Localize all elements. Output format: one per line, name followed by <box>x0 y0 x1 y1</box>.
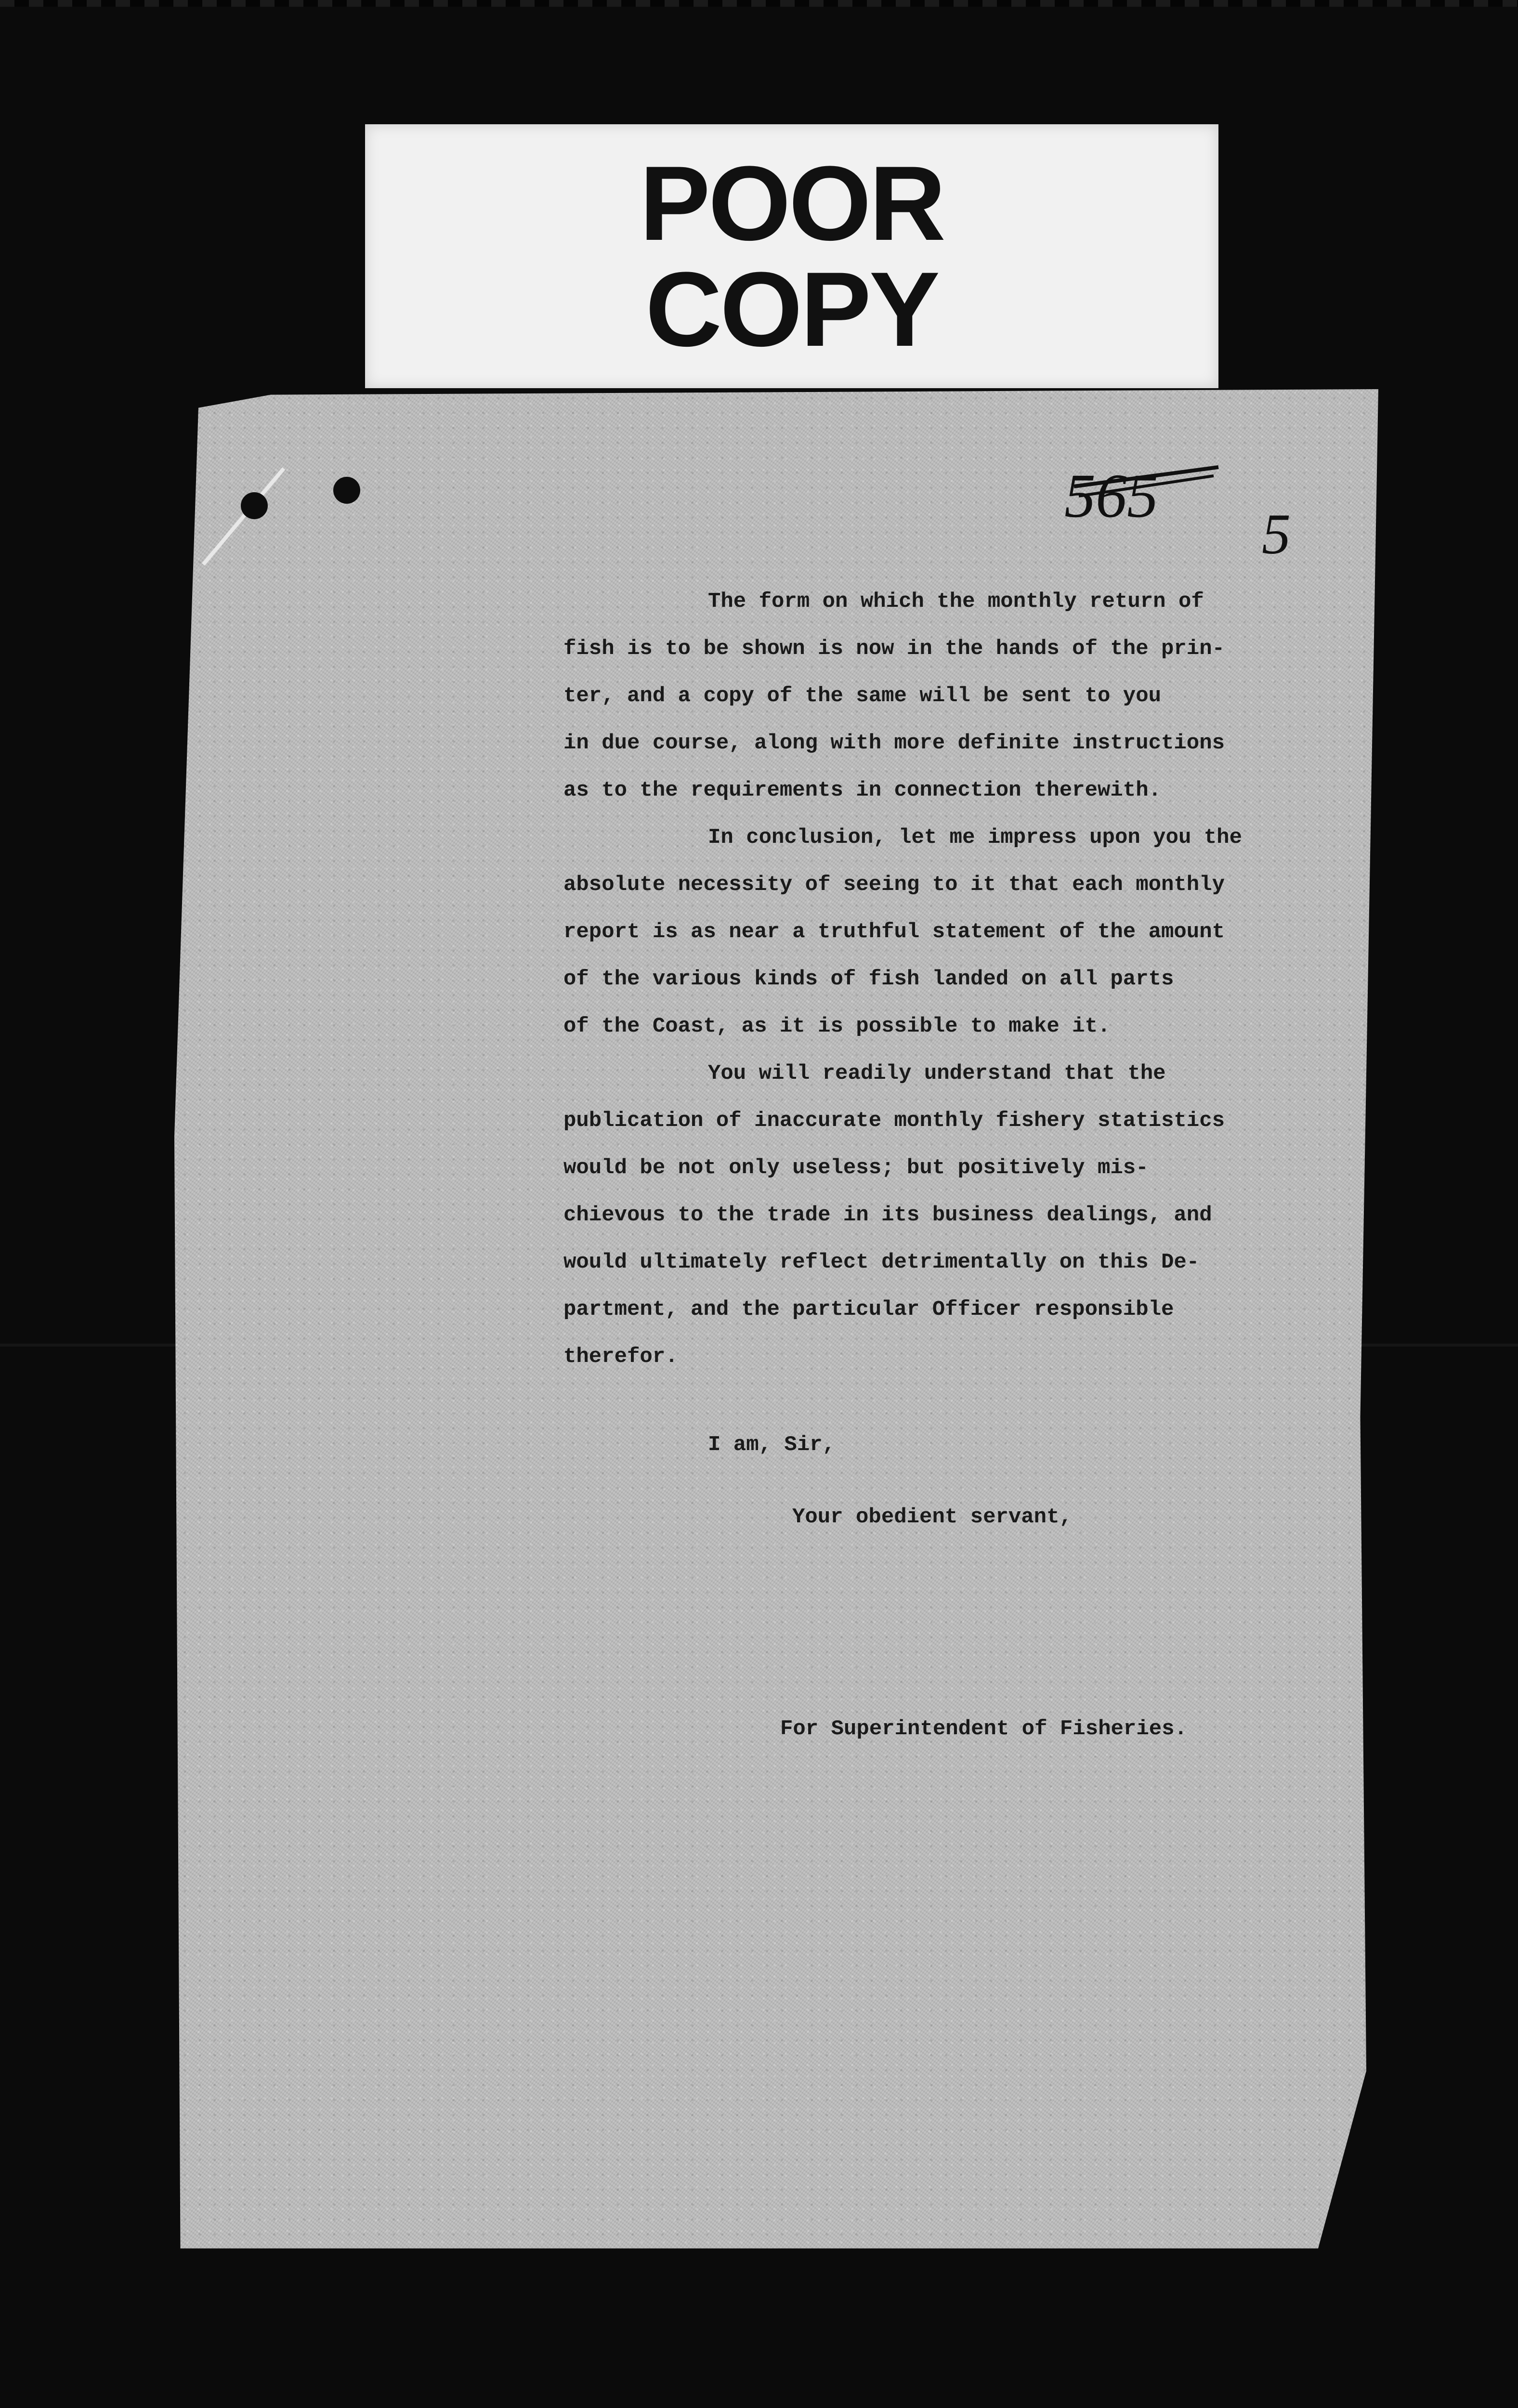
poor-copy-banner <box>365 124 1218 388</box>
film-edge-top <box>0 0 1518 7</box>
banner-line-2: COPY <box>645 250 938 368</box>
page-number-struck: 565 <box>1064 461 1158 531</box>
paragraph-1: The form on which the monthly return of fish is to be shown is now in the hands of the prin- ter, and a copy of the same will be sent to you in due course, along with more definite instructions as to the requirements in connection therewith. <box>563 589 1225 802</box>
signature-line: For Superintendent of Fisheries. <box>780 1717 1187 1741</box>
closing: Your obedient servant, <box>792 1505 1072 1529</box>
letter-body <box>563 578 1315 1380</box>
paragraph-3: You will readily understand that the publication of inaccurate monthly fishery statistics would be not only useless; but positively mis- chievous to the trade in its business dealings, and would ultimately reflect detrimentally on this De- partment, and the particular Officer responsible therefor. <box>563 1061 1225 1369</box>
strike-through-mark <box>1069 453 1223 506</box>
folded-corner <box>202 467 285 565</box>
page-number: 5 <box>1262 502 1291 566</box>
punch-hole-left <box>241 492 268 519</box>
paragraph-2: In conclusion, let me impress upon you the absolute necessity of seeing to it that each monthly report is as near a truthful statement of the amount of the various kinds of fish landed on all parts of the Coast, as it is possible to make it. <box>563 825 1242 1038</box>
punch-hole-right <box>333 477 360 504</box>
banner-line-1: POOR <box>640 144 944 262</box>
salutation: I am, Sir, <box>708 1433 836 1457</box>
